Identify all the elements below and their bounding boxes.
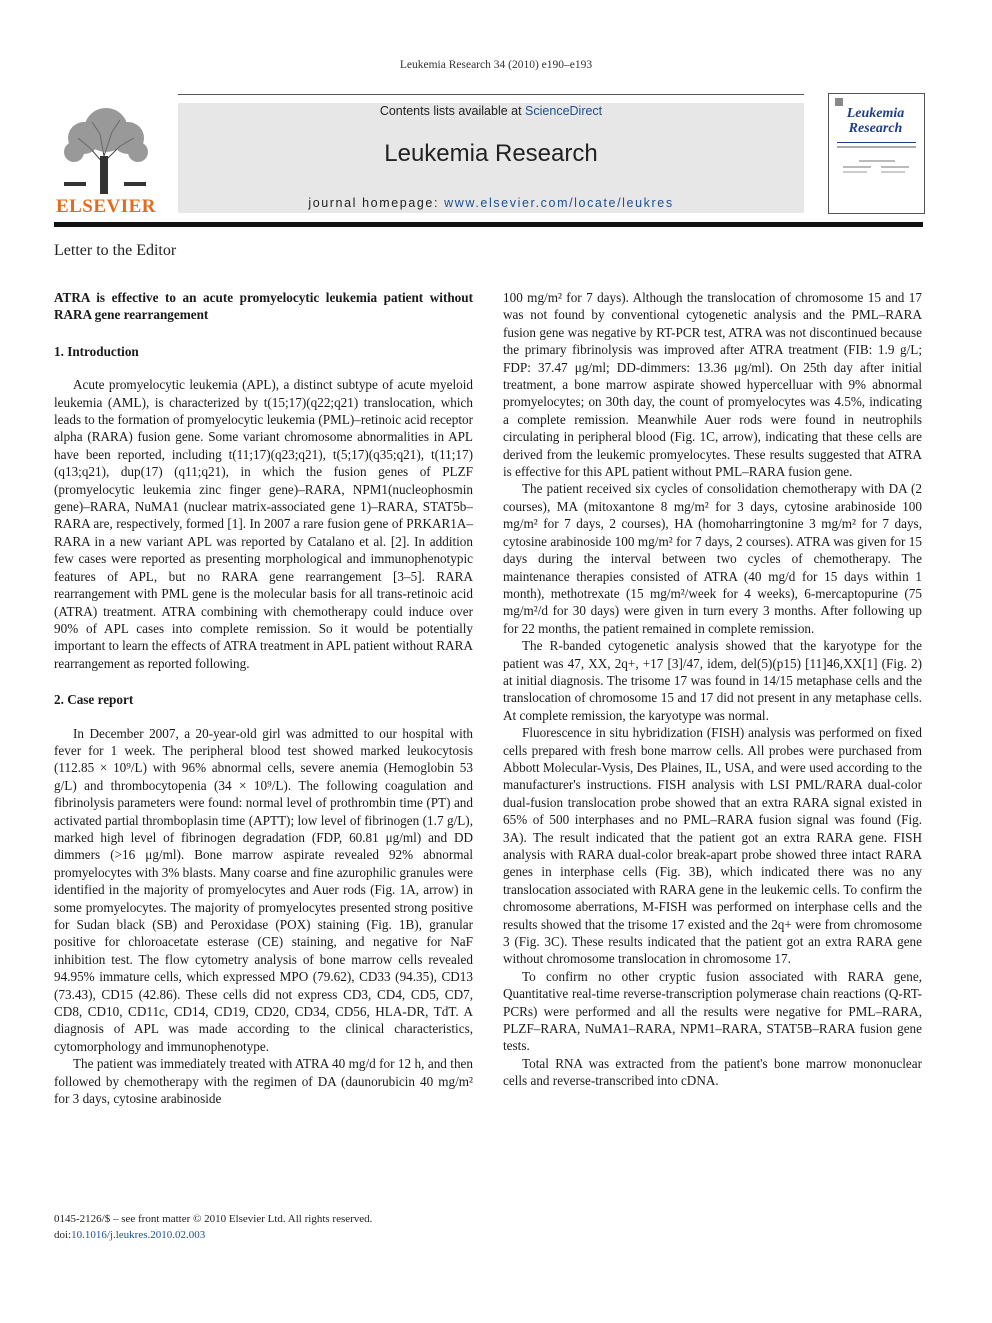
article-title: ATRA is effective to an acute promyelocytic leukemia patient without RARA gene rearrangement: [54, 290, 473, 323]
journal-title: Leukemia Research: [384, 140, 598, 167]
section-heading-introduction: 1. Introduction: [54, 343, 139, 359]
paragraph-right-3: The R-banded cytogenetic analysis showed that the karyotype for the patient was 47, XX, 2q+, +17 [3]/47, idem, del(5)(p15) [11]46,XX[1] (Fig. 2) at initial diagnosis. The trisome 17 was found in 14/15 metaphase cells and the translocation of chromosome 15 and 17 did not present in any metaphase cells. At complete remission, the karyotype was normal.: [503, 638, 922, 723]
journal-homepage: [178, 196, 804, 210]
paragraph-right-2: The patient received six cycles of consolidation chemotherapy with DA (2 courses), MA (mitoxantone 8 mg/m² for 3 days, cytosine arabinoside 100 mg/m² for 7 days, 2 courses), HA (homoharringtonine 3 mg/m² for 7 days, cytosine arabinoside 100 mg/m² for 7 days, 2 courses). ATRA was given for 15 days during the interval between two cycles of chemotherapy. The maintenance therapies consisted of ATRA (40 mg/d for 15 days within 1 month), methotrexate (15 mg/m²/week for 4 weeks), 6-mercaptopurine (75 mg/m²/d for 30 days) were given in turn every 3 months. After following up for 22 months, the patient remained in complete remission.: [503, 481, 922, 636]
sciencedirect-link[interactable]: ScienceDirect: [525, 104, 603, 118]
section-heading-case-report: 2. Case report: [54, 692, 134, 708]
issn-line: 0145-2126/$ – see front matter © 2010 Elsevier Ltd. All rights reserved.: [54, 1213, 373, 1225]
tree-icon: [54, 104, 158, 196]
doi-link[interactable]: 10.1016/j.leukres.2010.02.003: [71, 1228, 206, 1241]
paragraph-case-2: The patient was immediately treated with ATRA 40 mg/d for 12 h, and then followed by chemotherapy with the regimen of DA (daunorubicin 40 mg/m² for 3 days, cytosine arabinoside: [54, 1056, 473, 1107]
doi-line: [54, 1228, 372, 1244]
paragraph-right-1: 100 mg/m² for 7 days). Although the translocation of chromosome 15 and 17 was not found by conventional cytogenetic analysis and the PML–RARA fusion gene was negative by RT-PCR test, ATRA was not discontinued because the primary fibrinolysis was improved after ATRA treatment (FIB: 1.9 g/L; FDP: 37.47 μg/ml; DD-dimmers: 13.36 μg/ml). On 25th day after initial treatment, a bone marrow aspirate showed hypercelluar with 9% abnormal promyelocytes; on 30th day, the count of promyelocytes was 4.5%, indicating a complete remission. Meanwhile Auer rods were found in neutrophils circulating in peripheral blood (Fig. 1C, arrow), indicating that these cells are derived from the leukemic promyelocytes. These results suggested that ATRA is effective for this APL patient without PML–RARA fusion gene.: [503, 290, 922, 480]
article-type: Letter to the Editor: [54, 242, 177, 259]
paragraph-right-4: Fluorescence in situ hybridization (FISH) analysis was performed on fixed cells prepared with fresh bone marrow cells. All probes were purchased from Abbott Molecular-Vysis, Des Plaines, IL, USA, and were used according to the manufacturer's instructions. FISH analysis with LSI PML/RARA dual-color dual-fusion translocation probe showed that an extra RARA signal existed in 65% of 500 interphases and no PML–RARA fusion signal was found (Fig. 3A). The result indicated that the patient got an extra RARA gene. FISH analysis with RARA dual-color break-apart probe showed three intact RARA genes in interphase cells (Fig. 3B), which indicated there was no any translocation associated with RARA gene in the leukemic cells. To confirm the chromosome aberrations, M-FISH was performed on interphase cells and the results showed that the trisome 17 existed and the 2q+ were from chromosome 3 (Fig. 3C). These results indicated that the patient got an extra RARA gene without chromosome translocation in chromosome 17.: [503, 725, 922, 967]
contents-line: [178, 104, 804, 118]
paragraph-case-1: In December 2007, a 20-year-old girl was admitted to our hospital with fever for 1 week. The peripheral blood test showed marked leukocytosis (112.85 × 10⁹/L) with 96% abnormal cells, severe anemia (Hemoglobin 53 g/L) and thrombocytopenia (34 × 10⁹/L). The following coagulation and fibrinolysis parameters were found: normal level of prothrombin time (PT) and activated partial thromboplasin time (APTT); low level of fibrinogen (1.7 g/L), marked high level of fibrinogen degradation (FDP, 60.81 μg/ml) and DD dimmers (>16 μg/ml). Bone marrow aspirate revealed 92% abnormal promyelocytes with 3% blasts. Many coarse and fine azurophilic granules were identified in the majority of promyelocytes and Auer rods (Fig. 1A, arrow) in some promyelocytes. The majority of promyelocytes presented strong positive for Sudan black (SB) and Peroxidase (POX) staining (Fig. 1B), granular positive for chloroacetate esterase (CE) staining, and negative for NaF inhibition test. The flow cytometry analysis of bone marrow cells revealed 94.95% immature cells, which expressed MPO (79.62), CD33 (94.35), CD13 (73.43), CD15 (42.86). These cells did not express CD3, CD4, CD5, CD7, CD8, CD10, CD11c, CD14, CD19, CD20, CD34, CD56, HLA-DR, TdT. A diagnosis of APL was made according to the clinical characteristics, cytomorphology and immunophenotype.: [54, 725, 473, 1054]
paragraph-right-5: To confirm no other cryptic fusion associated with RARA gene, Quantitative real-time reverse-transcription polymerase chain reactions (Q-RT-PCRs) were performed and all the results were negative for PML–RARA, PLZF–RARA, NuMA1–RARA, NPM1–RARA, STAT5B–RARA fusion gene tests.: [503, 968, 922, 1054]
cover-title: Leukemia Research: [846, 106, 905, 136]
header-rule: [178, 94, 804, 95]
doi-prefix: doi:: [54, 1228, 72, 1241]
footer: [54, 1212, 372, 1243]
right-column: [503, 289, 922, 1090]
homepage-link[interactable]: www.elsevier.com/locate/leukres: [444, 196, 674, 210]
section-gap: [54, 672, 473, 691]
homepage-label: journal homepage:: [308, 196, 445, 210]
paragraph-right-6: Total RNA was extracted from the patient's bone marrow mononuclear cells and reverse-transcribed into cDNA.: [503, 1055, 922, 1089]
paragraph-intro-1: Acute promyelocytic leukemia (APL), a distinct subtype of acute myeloid leukemia (AML), is characterized by t(15;17)(q22;q21) translocation, which leads to the formation of promyelocytic leukemia (PML)–retinoic acid receptor alpha (RARA) fusion gene. Some variant chromosome abnormalities in APL have been reported, including t(11;17)(q23;q21), t(5;17)(q35;q21), t(11;17)(q13;q21), dup(17) (q11;q21), in which the fusion genes of PLZF (promyelocytic leukemia zinc finger gene)–RARA, NPM1(nucleophosmin gene)–RARA, NuMA1 (nuclear matrix-associated gene 1)–RARA, STAT5b–RARA are, respectively, formed [1]. In 2007 a rare fusion gene of PRKAR1A–RARA in a new variant APL was reported by Catalano et al. [2]. In addition few cases were reported as presenting morphological and immunophenotypic features of APL, but no RARA gene rearrangement [3–5]. RARA rearrangement with PML gene is the molecular basis for all trans-retinoic acid (ATRA) treatment. ATRA combining with chemotherapy could induce over 90% of APL cases into complete remission. So it would be potentially important to learn the effects of ATRA treatment in APL patient without RARA rearrangement as reported following.: [54, 377, 473, 671]
contents-prefix: Contents lists available at: [379, 104, 526, 118]
left-column: [54, 289, 473, 1107]
journal-citation: Leukemia Research 34 (2010) e190–e193: [399, 59, 593, 71]
publisher-logo-text: ELSEVIER: [55, 196, 157, 217]
header-thick-rule: [54, 222, 923, 227]
